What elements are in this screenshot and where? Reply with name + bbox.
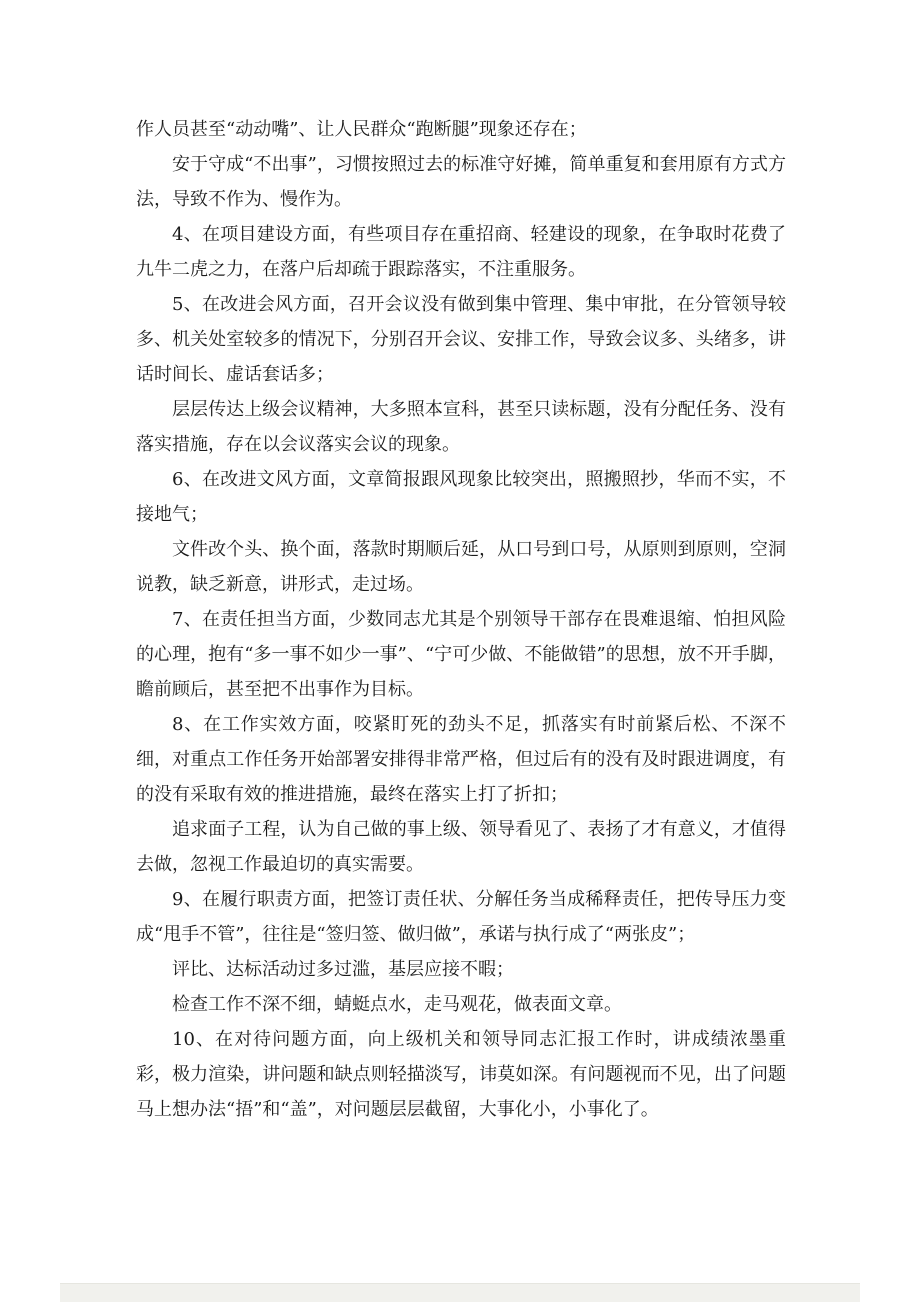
paragraph-item-8: 8、在工作实效方面，咬紧盯死的劲头不足，抓落实有时前紧后松、不深不细，对重点工作任务开始部署安排得非常严格，但过后有的没有及时跟进调度，有的没有采取有效的推进措施，最终在落实上打了折扣； — [136, 714, 786, 805]
paragraph: 检查工作不深不细，蜻蜓点水，走马观花，做表面文章。 — [172, 994, 622, 1015]
paragraph-item-6: 6、在改进文风方面，文章简报跟风现象比较突出，照搬照抄，华而不实，不接地气； — [136, 469, 786, 525]
paragraph-item-7: 7、在责任担当方面，少数同志尤其是个别领导干部存在畏难退缩、怕担风险的心理，抱有“多一事不如少一事”、“宁可少做、不能做错”的思想，放不开手脚，瞻前顾后，甚至把不出事作为目标。 — [136, 609, 786, 700]
paragraph: 安于守成“不出事”，习惯按照过去的标准守好摊，简单重复和套用原有方式方法，导致不作为、慢作为。 — [136, 154, 786, 210]
page-footer-strip — [60, 1283, 860, 1302]
paragraph-item-9: 9、在履行职责方面，把签订责任状、分解任务当成稀释责任，把传导压力变成“甩手不管”，往往是“签归签、做归做”，承诺与执行成了“两张皮”； — [136, 889, 786, 945]
paragraph: 文件改个头、换个面，落款时期顺后延，从口号到口号，从原则到原则，空洞说教，缺乏新意，讲形式，走过场。 — [136, 539, 786, 595]
paragraph-item-4: 4、在项目建设方面，有些项目存在重招商、轻建设的现象，在争取时花费了九牛二虎之力，在落户后却疏于跟踪落实，不注重服务。 — [136, 224, 786, 280]
paragraph-item-10: 10、在对待问题方面，向上级机关和领导同志汇报工作时，讲成绩浓墨重彩，极力渲染，讲问题和缺点则轻描淡写，讳莫如深。有问题视而不见，出了问题马上想办法“捂”和“盖”，对问题层层截留，大事化小，小事化了。 — [136, 1029, 786, 1120]
paragraph: 追求面子工程，认为自己做的事上级、领导看见了、表扬了才有意义，才值得去做，忽视工作最迫切的真实需要。 — [136, 819, 786, 875]
paragraph-continuation: 作人员甚至“动动嘴”、让人民群众“跑断腿”现象还存在； — [136, 119, 587, 140]
document-body — [136, 112, 786, 1127]
paragraph: 层层传达上级会议精神，大多照本宣科，甚至只读标题，没有分配任务、没有落实措施，存在以会议落实会议的现象。 — [136, 399, 786, 455]
paragraph: 评比、达标活动过多过滥，基层应接不暇； — [172, 959, 514, 980]
paragraph-item-5: 5、在改进会风方面，召开会议没有做到集中管理、集中审批，在分管领导较多、机关处室较多的情况下，分别召开会议、安排工作，导致会议多、头绪多，讲话时间长、虚话套话多； — [136, 294, 786, 385]
